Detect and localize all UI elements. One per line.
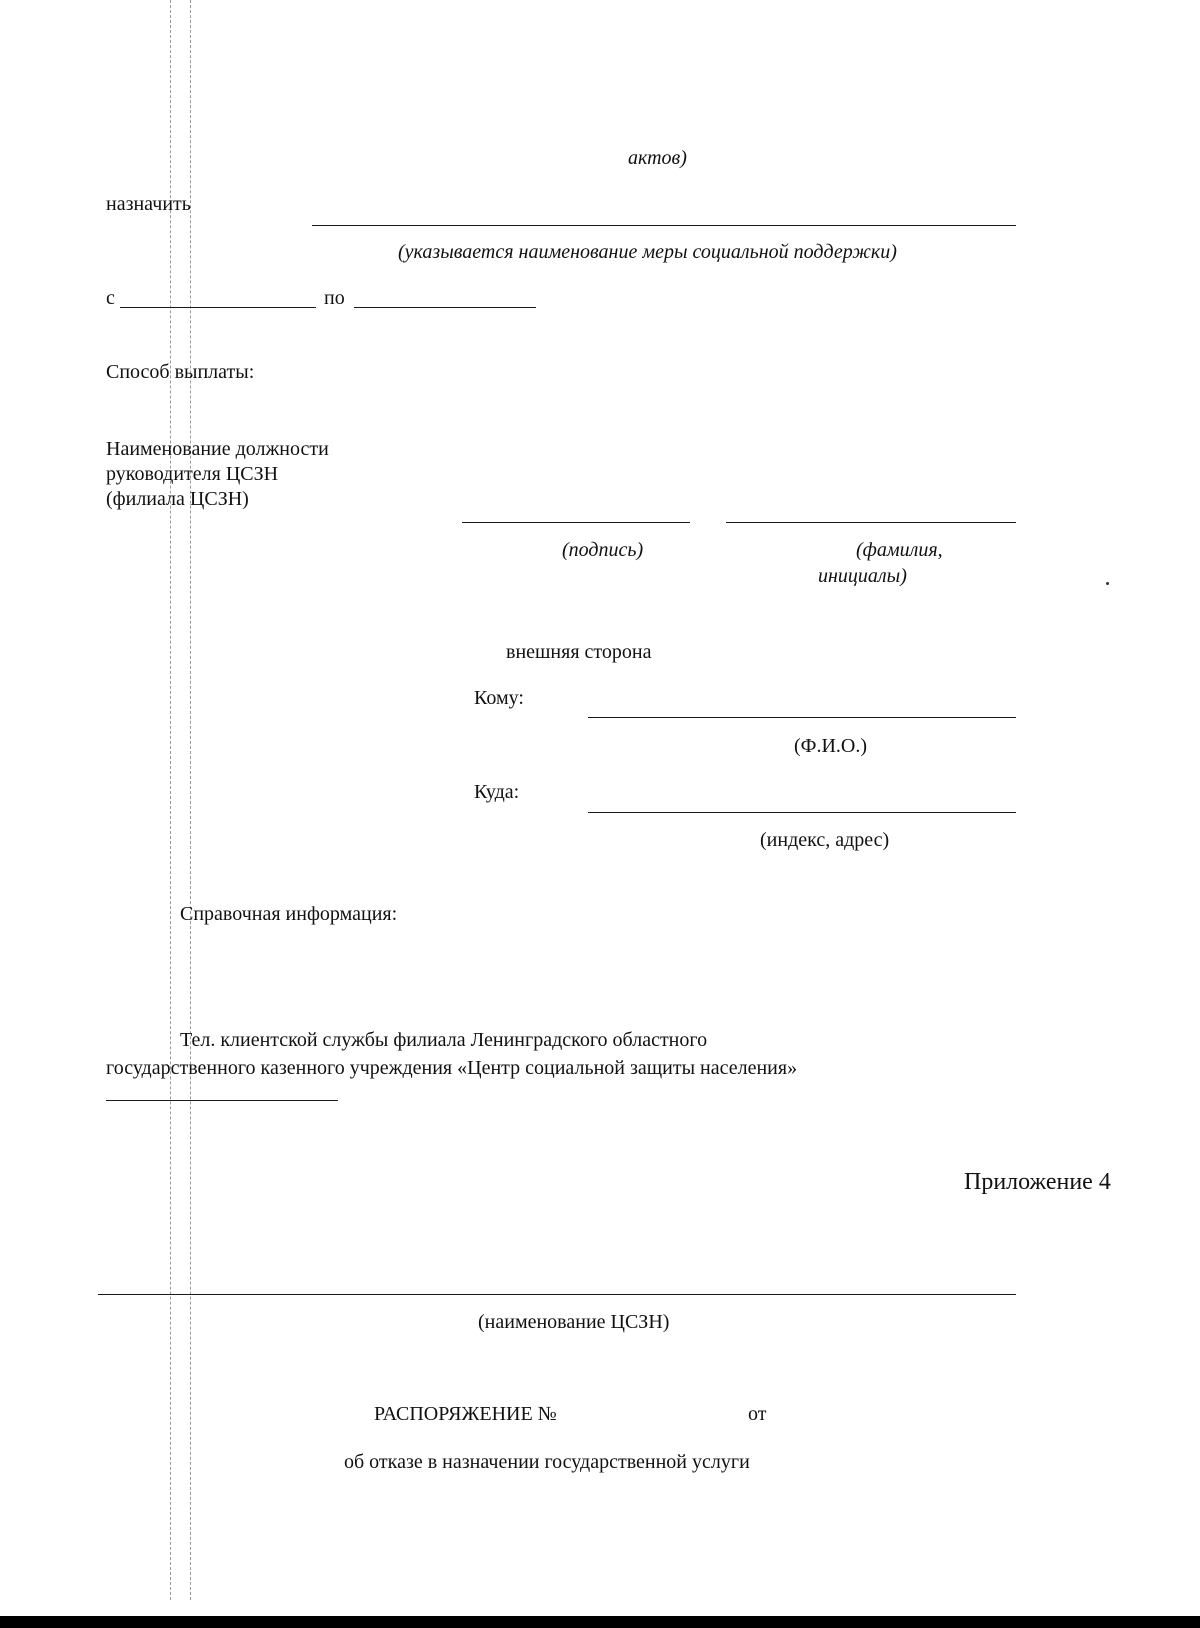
scan-speck <box>1106 582 1109 585</box>
reference-phone-line-1: Тел. клиентской службы филиала Ленинградского областного <box>180 1029 708 1051</box>
scan-artifact-line <box>190 0 191 1600</box>
order-subject: об отказе в назначении государственной услуги <box>344 1451 750 1473</box>
reference-phone-line-2: государственного казенного учреждения «Центр социальной защиты населения» <box>106 1057 798 1079</box>
from-label: с <box>106 287 115 309</box>
assign-label: назначить <box>106 193 191 215</box>
support-measure-caption: (указывается наименование меры социальной поддержки) <box>398 241 897 263</box>
name-caption-line-1: (фамилия, <box>856 539 943 561</box>
order-label: РАСПОРЯЖЕНИЕ № <box>374 1403 557 1425</box>
to-date-underline <box>354 307 536 308</box>
from-date-underline <box>120 307 316 308</box>
csszn-underline <box>98 1294 1016 1295</box>
assign-underline <box>312 225 1016 226</box>
scan-artifact-line <box>170 0 171 1600</box>
reference-heading: Справочная информация: <box>180 903 398 925</box>
position-line-1: Наименование должности <box>106 438 329 460</box>
envelope-heading: внешняя сторона <box>506 641 652 663</box>
name-underline <box>726 522 1016 523</box>
position-line-3: (филиала ЦСЗН) <box>106 488 249 510</box>
where-label: Куда: <box>474 781 520 803</box>
name-caption-line-2: инициалы) <box>818 565 907 587</box>
scan-bottom-edge <box>0 1616 1200 1628</box>
payment-method-label: Способ выплаты: <box>106 361 255 383</box>
acts-line: актов) <box>628 147 687 169</box>
signature-underline <box>462 522 690 523</box>
position-line-2: руководителя ЦСЗН <box>106 463 279 485</box>
address-caption: (индекс, адрес) <box>760 829 890 851</box>
fio-underline <box>588 717 1016 718</box>
csszn-caption: (наименование ЦСЗН) <box>478 1311 670 1333</box>
appendix-title: Приложение 4 <box>964 1169 1111 1195</box>
address-underline <box>588 812 1016 813</box>
order-from-label: от <box>748 1403 767 1425</box>
to-whom-label: Кому: <box>474 687 524 709</box>
fio-caption: (Ф.И.О.) <box>794 735 868 757</box>
signature-caption: (подпись) <box>562 539 644 561</box>
phone-underline <box>106 1100 338 1101</box>
to-label: по <box>324 287 345 309</box>
